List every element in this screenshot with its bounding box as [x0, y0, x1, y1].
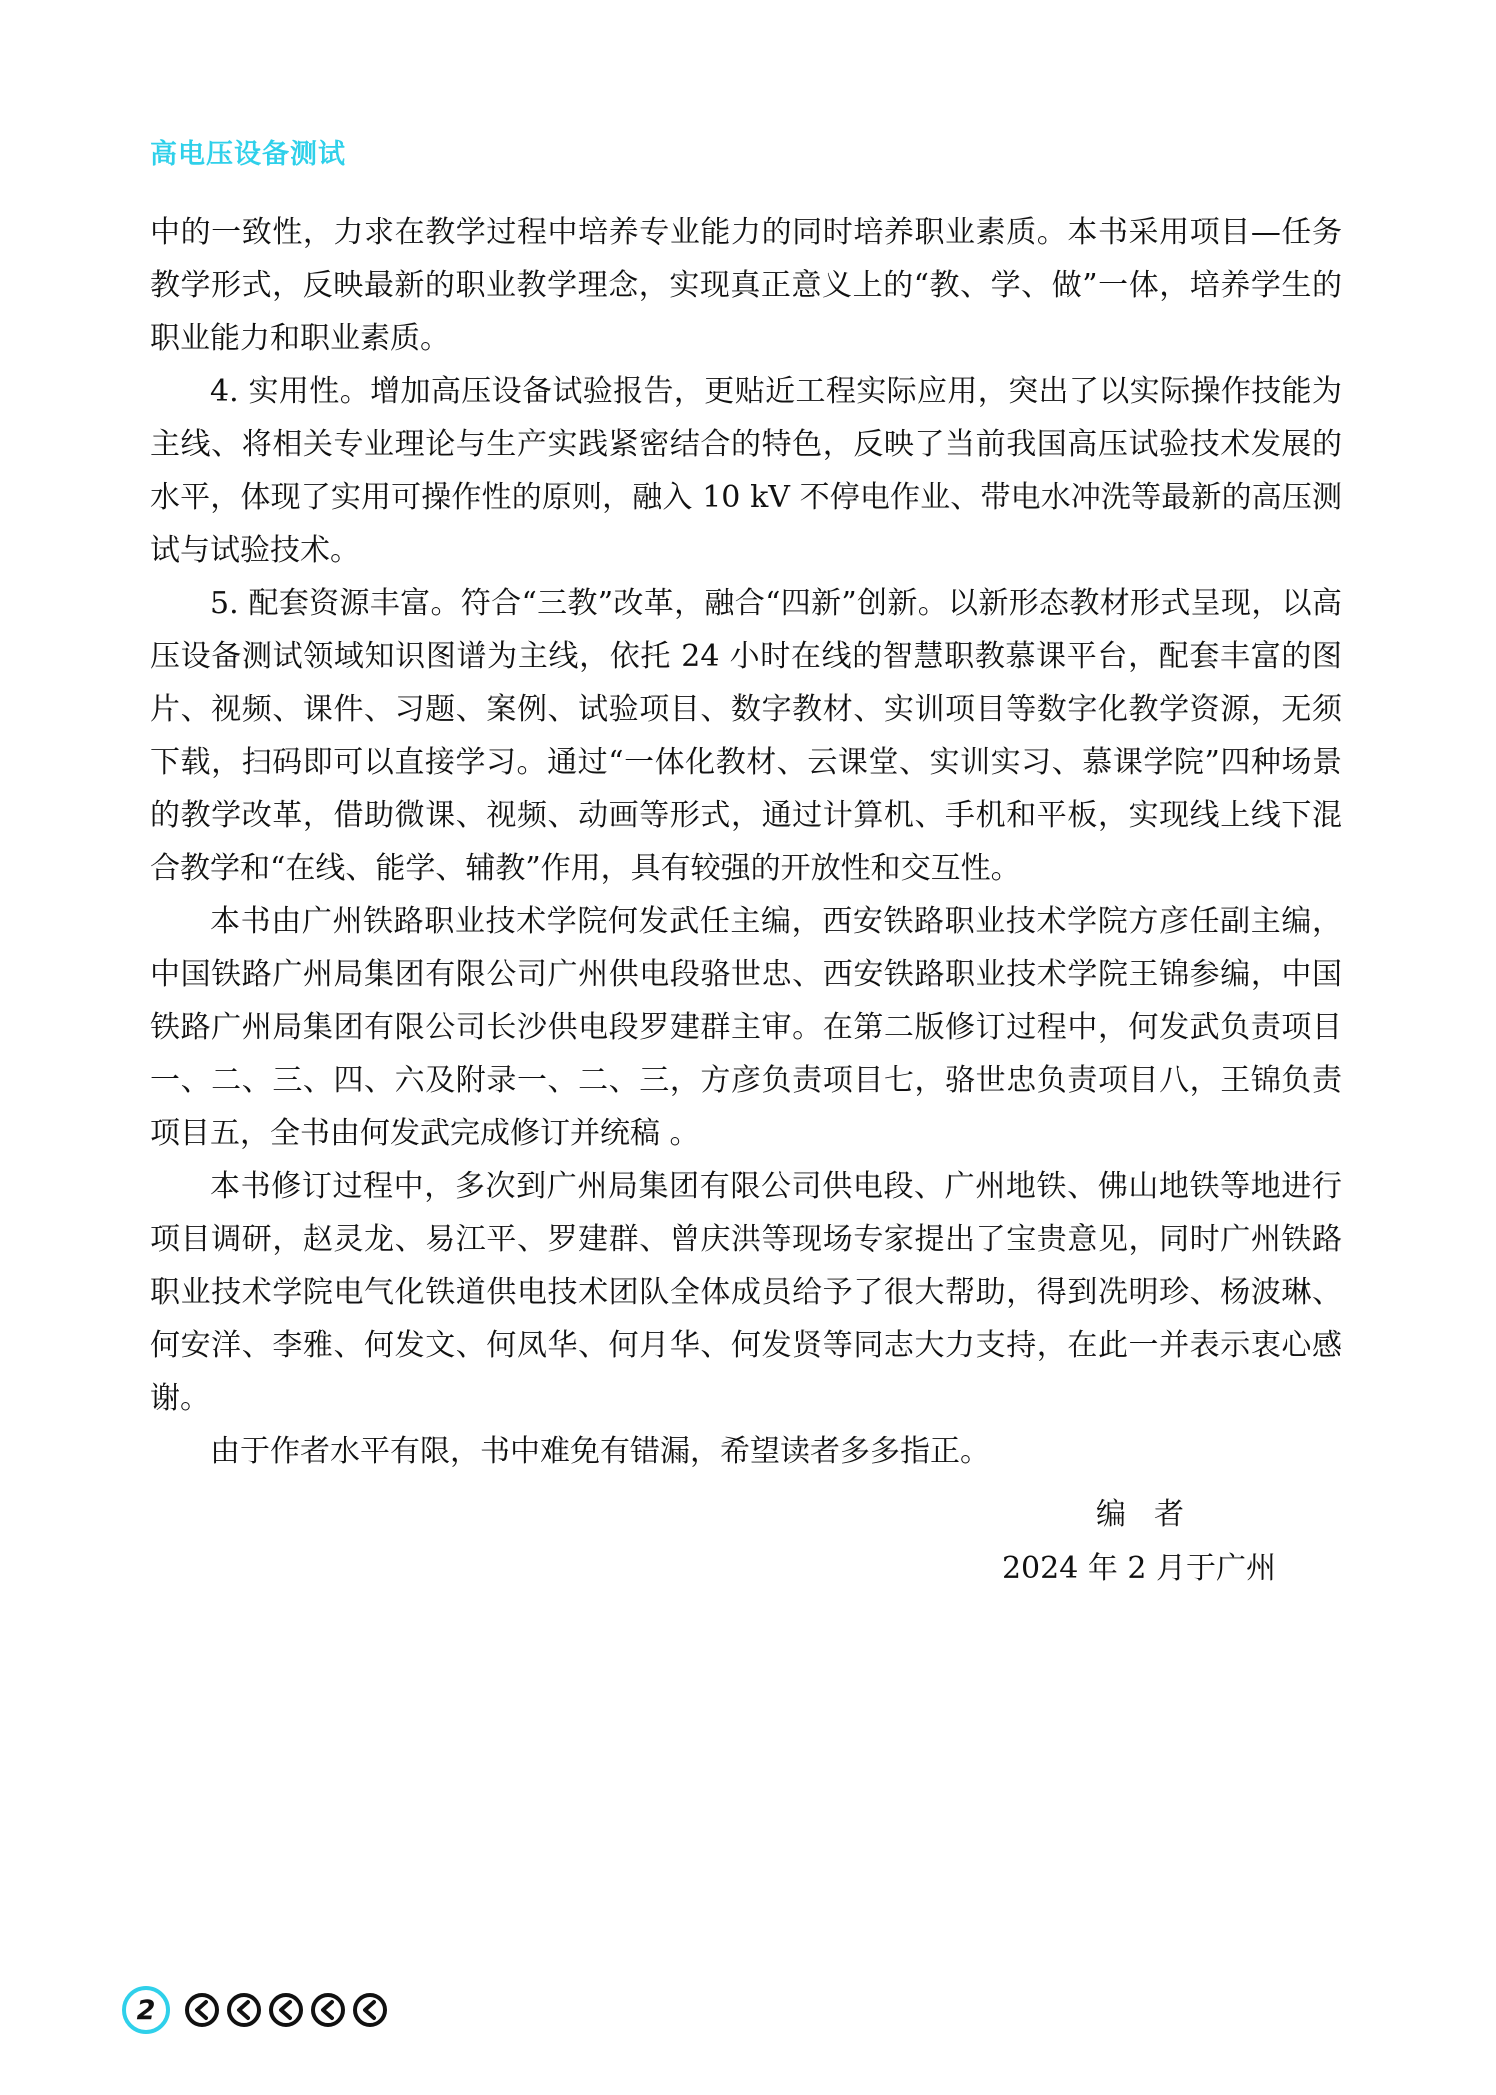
- page-number-badge: [122, 1986, 170, 2034]
- paragraph-authors: 本书由广州铁路职业技术学院何发武任主编，西安铁路职业技术学院方彦任副主编，中国铁路广州局集团有限公司广州供电段骆世忠、西安铁路职业技术学院王锦参编，中国铁路广州局集团有限公司长沙供电段罗建群主审。在第二版修订过程中，何发武负责项目一、二、三、四、六及附录一、二、三，方彦负责项目七，骆世忠负责项目八，王锦负责项目五，全书由何发武完成修订并统稿 。: [150, 904, 1342, 1151]
- page-number: 2: [136, 1994, 156, 2026]
- paragraph-continuation: 中的一致性，力求在教学过程中培养专业能力的同时培养职业素质。本书采用项目—任务教学形式，反映最新的职业教学理念，实现真正意义上的“教、学、做”一体，培养学生的职业能力和职业素质。: [150, 215, 1342, 356]
- running-header: [150, 132, 346, 171]
- running-header-title: 高电压设备测试: [150, 139, 346, 170]
- paragraph-practicality: 4. 实用性。增加高压设备试验报告，更贴近工程实际应用，突出了以实际操作技能为主线、将相关专业理论与生产实践紧密结合的特色，反映了当前我国高压试验技术发展的水平，体现了实用可操作性的原则，融入 10 kV 不停电作业、带电水冲洗等最新的高压测试与试验技术。: [150, 374, 1342, 568]
- paragraph-acknowledgements: 本书修订过程中，多次到广州局集团有限公司供电段、广州地铁、佛山地铁等地进行项目调研，赵灵龙、易江平、罗建群、曾庆洪等现场专家提出了宝贵意见，同时广州铁路职业技术学院电气化铁道供电技术团队全体成员给予了很大帮助，得到冼明珍、杨波琳、何安洋、李雅、何发文、何凤华、何月华、何发贤等同志大力支持，在此一并表示衷心感谢。: [150, 1169, 1342, 1416]
- signature-author: 编者: [1096, 1497, 1212, 1532]
- body-text: [150, 206, 1342, 1478]
- chevron-left-circle-icon: [184, 1992, 220, 2028]
- chevron-left-circle-icon: [226, 1992, 262, 2028]
- page-footer: [122, 1986, 388, 2034]
- signature-block: [1002, 1488, 1276, 1596]
- paragraph-closing: 由于作者水平有限，书中难免有错漏，希望读者多多指正。: [210, 1434, 990, 1469]
- signature-date-place: 2024 年 2 月于广州: [1001, 1551, 1276, 1586]
- running-header-highlight: [150, 169, 352, 178]
- chevron-left-circle-icon: [268, 1992, 304, 2028]
- paragraph-resources: 5. 配套资源丰富。符合“三教”改革，融合“四新”创新。以新形态教材形式呈现，以高压设备测试领域知识图谱为主线，依托 24 小时在线的智慧职教慕课平台，配套丰富的图片、视频、课件、习题、案例、试验项目、数字教材、实训项目等数字化教学资源，无须下载，扫码即可以直接学习。通过“一体化教材、云课堂、实训实习、慕课学院”四种场景的教学改革，借助微课、视频、动画等形式，通过计算机、手机和平板，实现线上线下混合教学和“在线、能学、辅教”作用，具有较强的开放性和交互性。: [150, 586, 1342, 886]
- chevron-left-circle-icon: [352, 1992, 388, 2028]
- chevron-left-circle-icon: [310, 1992, 346, 2028]
- decorative-chevrons: [184, 1992, 388, 2028]
